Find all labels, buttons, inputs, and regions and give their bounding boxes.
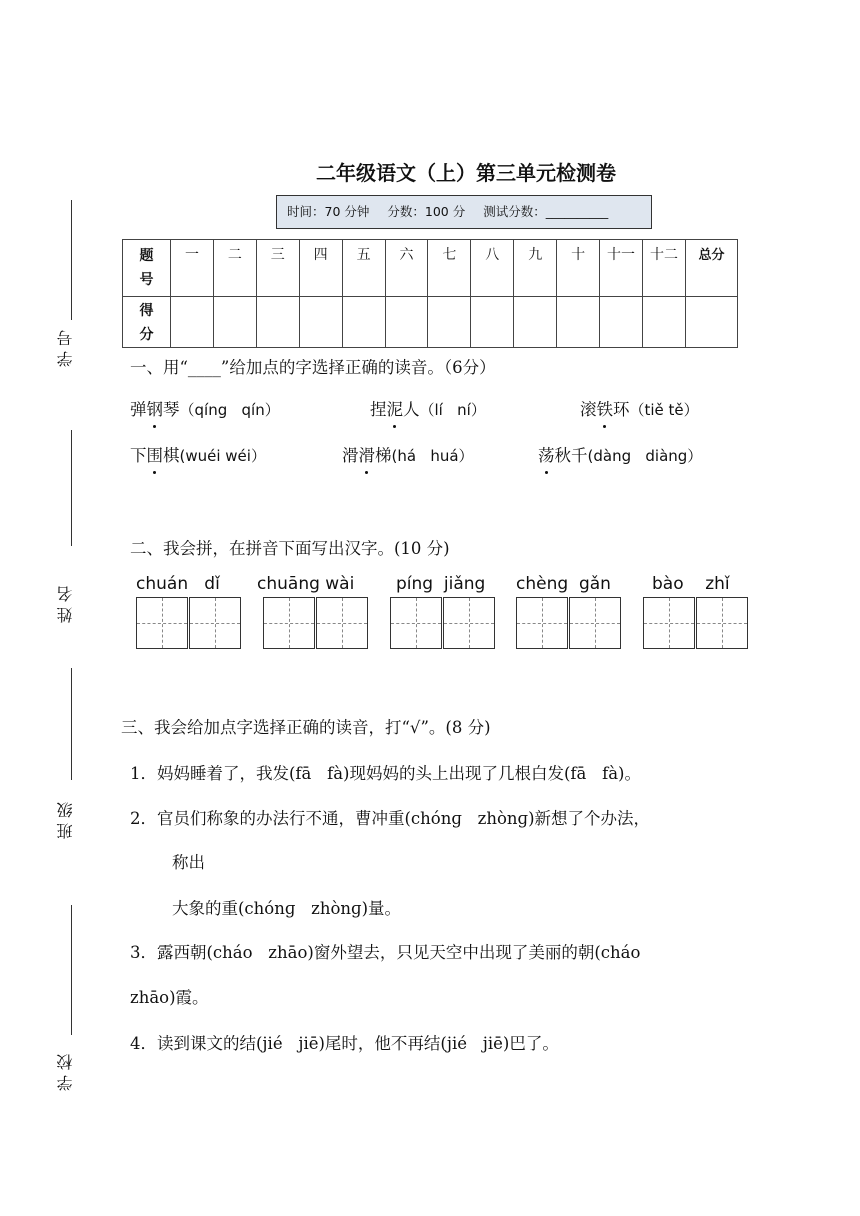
section-3-heading: 三、我会给加点字选择正确的读音，打“√”。(8 分) — [121, 718, 491, 737]
section-3-question-2-cont[interactable]: 大象的重(chónɡ zhònɡ)量。 — [172, 899, 402, 918]
section-3-question-2-cont: 称出 — [172, 853, 205, 872]
score-cell[interactable] — [299, 297, 342, 348]
exam-total-score: 分数：100 分 — [387, 204, 466, 219]
margin-label-name: 姓 名 — [56, 586, 75, 624]
margin-label-class: 班 级 — [56, 802, 75, 840]
section-1-item[interactable]: 滑滑梯(há huá） — [342, 444, 474, 468]
exam-test-score-field[interactable]: 测试分数：__________ — [483, 204, 609, 219]
score-cell[interactable] — [514, 297, 557, 348]
margin-label-student-id: 学 号 — [56, 330, 75, 368]
column-header: 九 — [514, 240, 557, 297]
score-cell[interactable] — [557, 297, 600, 348]
writing-grid-box[interactable] — [696, 597, 748, 649]
column-header: 五 — [342, 240, 385, 297]
score-cell[interactable] — [342, 297, 385, 348]
column-header: 七 — [428, 240, 471, 297]
column-header: 四 — [299, 240, 342, 297]
section-1-item[interactable]: 下围棋(wuéi wéi） — [130, 444, 266, 468]
pinyin-label: bào zhǐ — [652, 574, 730, 594]
score-table — [122, 239, 738, 348]
score-label: 得分 — [123, 297, 171, 348]
score-table-score-row — [123, 297, 738, 348]
score-cell[interactable] — [600, 297, 643, 348]
section-3-question-4[interactable]: 4．读到课文的结(jié jiē)尾时，他不再结(jié jiē)巴了。 — [130, 1034, 559, 1053]
section-1-item[interactable]: 捏泥人（lí ní） — [370, 398, 486, 422]
section-1-item[interactable]: 弹钢琴（qíng qín） — [130, 398, 280, 422]
margin-line-4 — [71, 905, 72, 1035]
column-header: 十 — [557, 240, 600, 297]
score-cell-total[interactable] — [686, 297, 738, 348]
writing-grid-box[interactable] — [263, 597, 315, 649]
margin-line-1 — [71, 200, 72, 320]
writing-grid-box[interactable] — [569, 597, 621, 649]
writing-grid-box[interactable] — [390, 597, 442, 649]
score-cell[interactable] — [256, 297, 299, 348]
column-header-total: 总分 — [686, 240, 738, 297]
margin-label-school: 学 校 — [56, 1054, 75, 1092]
pinyin-label: píng jiǎng — [396, 574, 486, 594]
score-table-header-row — [123, 240, 738, 297]
writing-grid-box[interactable] — [189, 597, 241, 649]
column-header: 二 — [213, 240, 256, 297]
margin-line-3 — [71, 668, 72, 780]
pinyin-label: chuán dǐ — [136, 574, 220, 594]
score-cell[interactable] — [171, 297, 214, 348]
section-1-item[interactable]: 荡秋千(dàng diàng） — [538, 444, 702, 468]
exam-info-box — [276, 195, 652, 229]
section-3-question-1[interactable]: 1．妈妈睡着了，我发(fā fà)现妈妈的头上出现了几根白发(fā fà)。 — [130, 764, 641, 783]
section-3-question-2[interactable]: 2．官员们称象的办法行不通，曹冲重(chónɡ zhònɡ)新想了个办法， — [130, 809, 651, 828]
section-2-heading: 二、我会拼，在拼音下面写出汉字。(10 分) — [130, 539, 450, 558]
writing-grid-box[interactable] — [643, 597, 695, 649]
column-header: 十二 — [642, 240, 685, 297]
column-header: 三 — [256, 240, 299, 297]
margin-line-2 — [71, 430, 72, 546]
writing-grid-box[interactable] — [136, 597, 188, 649]
page-title: 二年级语文（上）第三单元检测卷 — [316, 161, 616, 185]
question-number-label: 题号 — [123, 240, 171, 297]
writing-grid-box[interactable] — [316, 597, 368, 649]
column-header: 六 — [385, 240, 428, 297]
column-header: 八 — [471, 240, 514, 297]
section-1-item[interactable]: 滚铁环（tiě tě） — [580, 398, 699, 422]
writing-grid-box[interactable] — [516, 597, 568, 649]
score-cell[interactable] — [471, 297, 514, 348]
column-header: 一 — [171, 240, 214, 297]
pinyin-label: chèng gǎn — [516, 574, 611, 594]
score-cell[interactable] — [385, 297, 428, 348]
score-cell[interactable] — [642, 297, 685, 348]
writing-grid-box[interactable] — [443, 597, 495, 649]
section-1-heading: 一、用“____”给加点的字选择正确的读音。（6分） — [130, 358, 496, 377]
score-cell[interactable] — [213, 297, 256, 348]
column-header: 十一 — [600, 240, 643, 297]
exam-time: 时间：70 分钟 — [287, 204, 370, 219]
score-cell[interactable] — [428, 297, 471, 348]
pinyin-label: chuāng wài — [257, 574, 355, 594]
section-3-question-3-cont[interactable]: zhāo)霞。 — [130, 988, 209, 1007]
section-3-question-3[interactable]: 3．露西朝(cháo zhāo)窗外望去，只见天空中出现了美丽的朝(cháo — [130, 943, 641, 962]
